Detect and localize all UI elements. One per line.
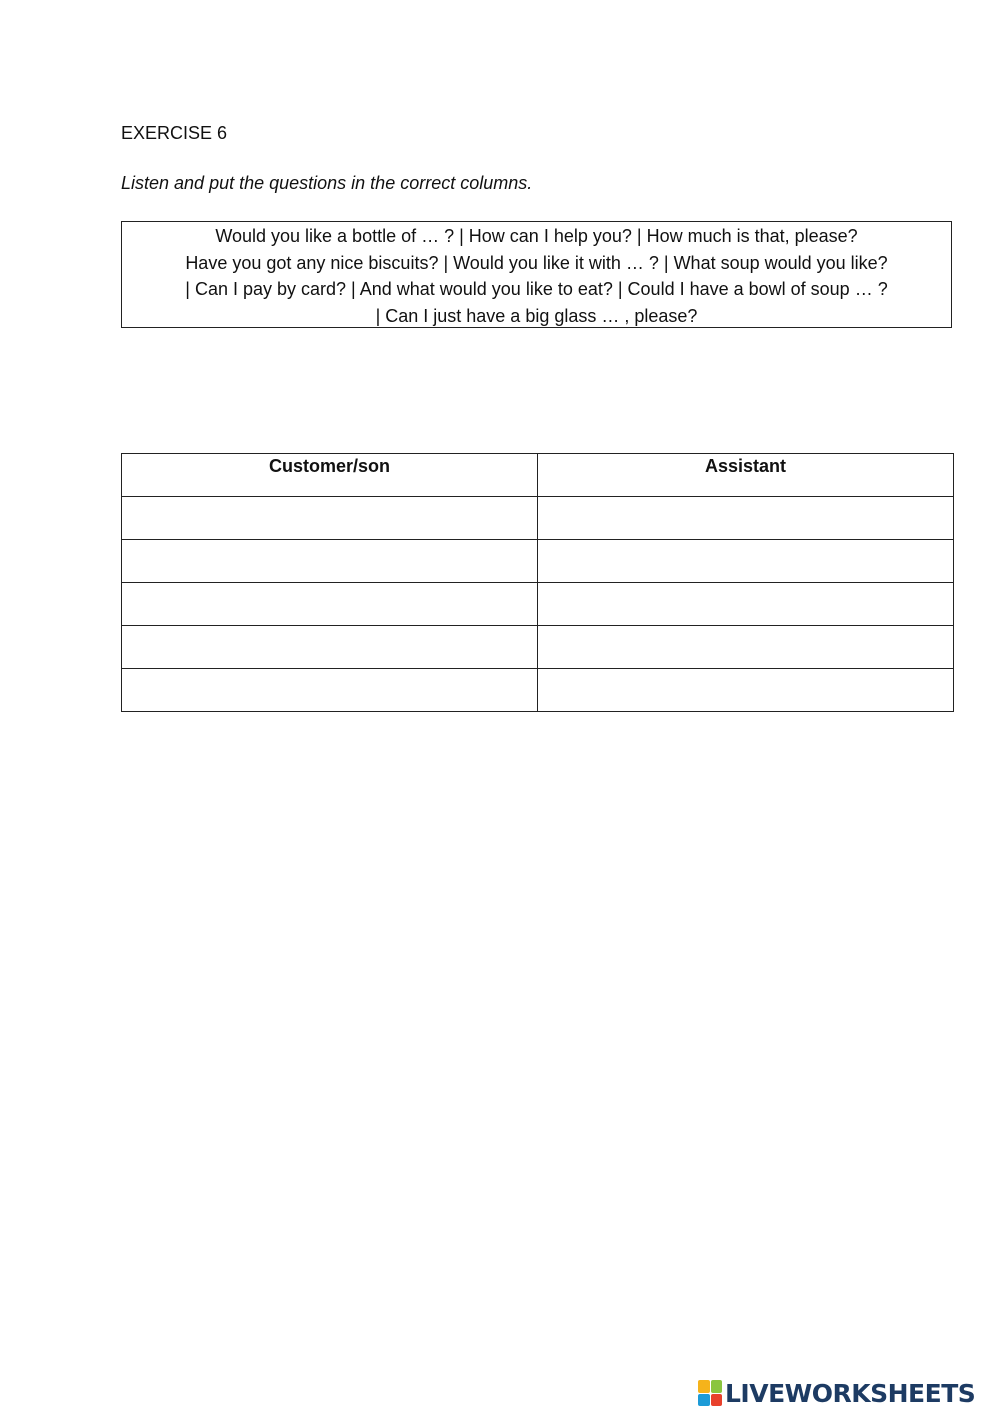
answer-cell-assistant[interactable] [538,626,954,669]
exercise-instruction: Listen and put the questions in the correct columns. [121,173,533,193]
word-box-line: Would you like a bottle of … ? | How can I help you? | How much is that, please? [215,226,858,246]
table-header-row [122,454,954,497]
answer-cell-assistant[interactable] [538,669,954,712]
answer-cell-customer[interactable] [122,626,538,669]
word-box-line: | Can I just have a big glass … , please? [375,305,698,326]
word-box-line: | Can I pay by card? | And what would you like to eat? | Could I have a bowl of soup … ? [185,279,888,299]
table-row [122,497,954,540]
word-box [121,221,952,328]
logo-square-red [711,1394,723,1407]
logo-square-blue [698,1394,710,1407]
logo-square-green [711,1380,723,1393]
answer-cell-assistant[interactable] [538,497,954,540]
table-row [122,583,954,626]
answer-cell-customer[interactable] [122,497,538,540]
answer-table [121,453,954,712]
table-row [122,669,954,712]
table-row [122,540,954,583]
table-row [122,626,954,669]
logo-text: LIVEWORKSHEETS [725,1378,976,1408]
answer-cell-assistant[interactable] [538,583,954,626]
answer-cell-customer[interactable] [122,583,538,626]
word-box-line: Have you got any nice biscuits? | Would you like it with … ? | What soup would you like? [185,252,888,273]
liveworksheets-logo[interactable] [698,1378,975,1408]
column-header-customer: Customer/son [122,454,538,497]
logo-square-yellow [698,1380,710,1393]
answer-cell-assistant[interactable] [538,540,954,583]
exercise-title: EXERCISE 6 [121,123,228,143]
answer-cell-customer[interactable] [122,540,538,583]
answer-cell-customer[interactable] [122,669,538,712]
liveworksheets-icon [698,1380,722,1406]
column-header-assistant: Assistant [538,454,954,497]
